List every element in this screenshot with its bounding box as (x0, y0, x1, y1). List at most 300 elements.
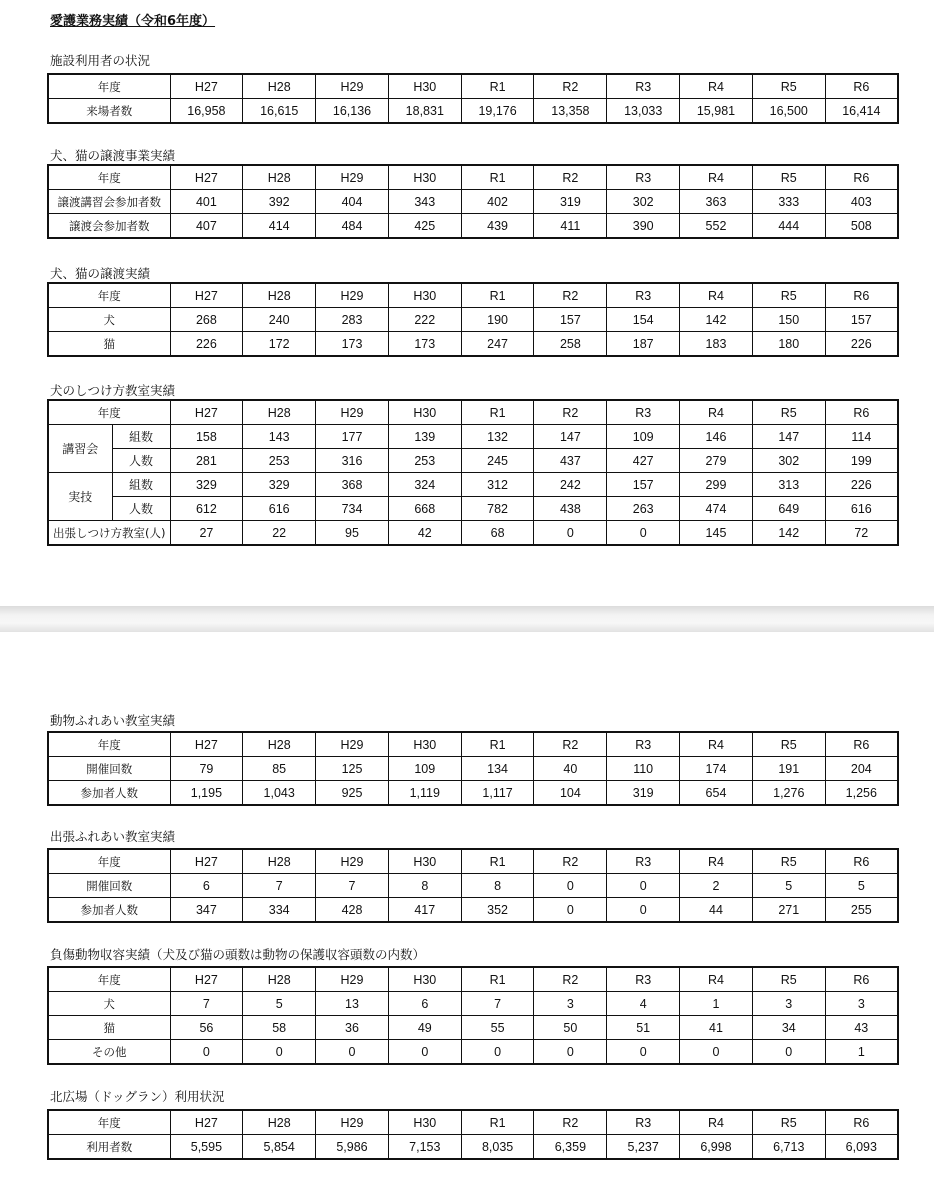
year-header: R6 (825, 400, 898, 425)
row-label: 人数 (112, 449, 170, 473)
value-cell: 6,713 (752, 1135, 825, 1160)
value-cell: 1 (680, 992, 753, 1016)
value-cell: 334 (243, 898, 316, 923)
value-cell: 50 (534, 1016, 607, 1040)
value-cell: 139 (388, 425, 461, 449)
value-cell: 263 (607, 497, 680, 521)
value-cell: 242 (534, 473, 607, 497)
value-cell: 19,176 (461, 99, 534, 124)
value-cell: 134 (461, 757, 534, 781)
section-title: 出張ふれあい教室実績 (50, 829, 176, 844)
year-header-label: 年度 (48, 732, 170, 757)
year-header: H28 (243, 1110, 316, 1135)
value-cell: 226 (825, 473, 898, 497)
data-table (47, 848, 899, 923)
value-cell: 5,237 (607, 1135, 680, 1160)
value-cell: 1,119 (388, 781, 461, 806)
row-label: 猫 (48, 332, 170, 357)
row-label: 譲渡会参加者数 (48, 214, 170, 239)
value-cell: 132 (461, 425, 534, 449)
table-header-row (48, 732, 898, 757)
year-header: H30 (388, 400, 461, 425)
table-header-row (48, 400, 898, 425)
value-cell: 7 (316, 874, 389, 898)
section-title: 犬のしつけ方教室実績 (50, 383, 176, 398)
value-cell: 407 (170, 214, 243, 239)
value-cell: 439 (461, 214, 534, 239)
value-cell: 5 (825, 874, 898, 898)
table-header-row (48, 165, 898, 190)
value-cell: 352 (461, 898, 534, 923)
value-cell: 40 (534, 757, 607, 781)
value-cell: 0 (461, 1040, 534, 1065)
value-cell: 649 (752, 497, 825, 521)
value-cell: 147 (534, 425, 607, 449)
value-cell: 49 (388, 1016, 461, 1040)
value-cell: 183 (680, 332, 753, 357)
year-header: H27 (170, 165, 243, 190)
table-row (48, 190, 898, 214)
value-cell: 2 (680, 874, 753, 898)
value-cell: 222 (388, 308, 461, 332)
value-cell: 110 (607, 757, 680, 781)
value-cell: 6 (388, 992, 461, 1016)
value-cell: 363 (680, 190, 753, 214)
value-cell: 401 (170, 190, 243, 214)
row-label: 出張しつけ方教室(人) (48, 521, 170, 546)
year-header: R3 (607, 165, 680, 190)
year-header: R4 (680, 1110, 753, 1135)
value-cell: 199 (825, 449, 898, 473)
value-cell: 1,117 (461, 781, 534, 806)
value-cell: 414 (243, 214, 316, 239)
year-header: R4 (680, 400, 753, 425)
value-cell: 154 (607, 308, 680, 332)
value-cell: 142 (680, 308, 753, 332)
value-cell: 734 (316, 497, 389, 521)
row-label: その他 (48, 1040, 170, 1065)
year-header-label: 年度 (48, 967, 170, 992)
value-cell: 204 (825, 757, 898, 781)
value-cell: 109 (388, 757, 461, 781)
value-cell: 15,981 (680, 99, 753, 124)
value-cell: 253 (243, 449, 316, 473)
year-header: H27 (170, 967, 243, 992)
year-header: R5 (752, 967, 825, 992)
year-header: H27 (170, 732, 243, 757)
year-header-label: 年度 (48, 165, 170, 190)
year-header: H29 (316, 400, 389, 425)
value-cell: 612 (170, 497, 243, 521)
year-header: R3 (607, 400, 680, 425)
year-header: R1 (461, 732, 534, 757)
year-header: H29 (316, 967, 389, 992)
group-label: 講習会 (48, 425, 112, 473)
year-header: R1 (461, 967, 534, 992)
value-cell: 173 (316, 332, 389, 357)
row-label: 猫 (48, 1016, 170, 1040)
year-header: H30 (388, 849, 461, 874)
value-cell: 425 (388, 214, 461, 239)
year-header: R6 (825, 849, 898, 874)
value-cell: 0 (534, 521, 607, 546)
year-header: R6 (825, 732, 898, 757)
table-row (48, 898, 898, 923)
value-cell: 172 (243, 332, 316, 357)
table-row (48, 1016, 898, 1040)
section-title: 犬、猫の譲渡実績 (50, 266, 151, 281)
value-cell: 0 (607, 874, 680, 898)
year-header: R3 (607, 849, 680, 874)
value-cell: 319 (607, 781, 680, 806)
year-header: H28 (243, 165, 316, 190)
table-header-row (48, 967, 898, 992)
value-cell: 255 (825, 898, 898, 923)
year-header: H27 (170, 74, 243, 99)
value-cell: 411 (534, 214, 607, 239)
value-cell: 0 (607, 898, 680, 923)
year-header: R5 (752, 165, 825, 190)
value-cell: 13,033 (607, 99, 680, 124)
value-cell: 79 (170, 757, 243, 781)
value-cell: 0 (534, 898, 607, 923)
year-header: H30 (388, 74, 461, 99)
value-cell: 150 (752, 308, 825, 332)
value-cell: 3 (825, 992, 898, 1016)
year-header: H28 (243, 967, 316, 992)
year-header: R5 (752, 849, 825, 874)
year-header-label: 年度 (48, 1110, 170, 1135)
year-header: R3 (607, 732, 680, 757)
section-title: 動物ふれあい教室実績 (50, 713, 176, 728)
value-cell: 403 (825, 190, 898, 214)
value-cell: 1 (825, 1040, 898, 1065)
table-row (48, 214, 898, 239)
value-cell: 268 (170, 308, 243, 332)
year-header: R4 (680, 849, 753, 874)
value-cell: 34 (752, 1016, 825, 1040)
table-row (48, 521, 898, 546)
year-header: R4 (680, 732, 753, 757)
table-row (48, 449, 898, 473)
value-cell: 145 (680, 521, 753, 546)
year-header: H28 (243, 74, 316, 99)
value-cell: 444 (752, 214, 825, 239)
value-cell: 925 (316, 781, 389, 806)
value-cell: 44 (680, 898, 753, 923)
group-label: 実技 (48, 473, 112, 521)
value-cell: 474 (680, 497, 753, 521)
value-cell: 427 (607, 449, 680, 473)
value-cell: 258 (534, 332, 607, 357)
value-cell: 6,359 (534, 1135, 607, 1160)
year-header: R5 (752, 74, 825, 99)
value-cell: 271 (752, 898, 825, 923)
value-cell: 16,136 (316, 99, 389, 124)
year-header: H27 (170, 1110, 243, 1135)
value-cell: 329 (243, 473, 316, 497)
value-cell: 782 (461, 497, 534, 521)
data-table (47, 1109, 899, 1160)
value-cell: 16,414 (825, 99, 898, 124)
table-row (48, 473, 898, 497)
year-header: R3 (607, 74, 680, 99)
year-header-label: 年度 (48, 849, 170, 874)
value-cell: 226 (170, 332, 243, 357)
value-cell: 5 (752, 874, 825, 898)
value-cell: 7 (170, 992, 243, 1016)
value-cell: 484 (316, 214, 389, 239)
value-cell: 1,276 (752, 781, 825, 806)
value-cell: 428 (316, 898, 389, 923)
value-cell: 8 (461, 874, 534, 898)
year-header: H27 (170, 400, 243, 425)
table-row (48, 425, 898, 449)
table-row (48, 497, 898, 521)
value-cell: 0 (534, 1040, 607, 1065)
value-cell: 146 (680, 425, 753, 449)
year-header-label: 年度 (48, 400, 170, 425)
table-header-row (48, 74, 898, 99)
value-cell: 8,035 (461, 1135, 534, 1160)
year-header: R1 (461, 1110, 534, 1135)
value-cell: 0 (680, 1040, 753, 1065)
year-header: R2 (534, 74, 607, 99)
value-cell: 157 (534, 308, 607, 332)
value-cell: 157 (825, 308, 898, 332)
value-cell: 279 (680, 449, 753, 473)
table-row (48, 781, 898, 806)
value-cell: 616 (243, 497, 316, 521)
year-header: R2 (534, 732, 607, 757)
value-cell: 42 (388, 521, 461, 546)
value-cell: 438 (534, 497, 607, 521)
value-cell: 437 (534, 449, 607, 473)
value-cell: 8 (388, 874, 461, 898)
value-cell: 302 (752, 449, 825, 473)
year-header: R4 (680, 967, 753, 992)
row-label: 犬 (48, 308, 170, 332)
value-cell: 1,256 (825, 781, 898, 806)
year-header: R2 (534, 165, 607, 190)
year-header: R3 (607, 967, 680, 992)
row-label: 犬 (48, 992, 170, 1016)
year-header: R5 (752, 400, 825, 425)
row-label: 来場者数 (48, 99, 170, 124)
table-row (48, 308, 898, 332)
year-header: R6 (825, 165, 898, 190)
value-cell: 142 (752, 521, 825, 546)
row-label: 利用者数 (48, 1135, 170, 1160)
value-cell: 390 (607, 214, 680, 239)
value-cell: 343 (388, 190, 461, 214)
row-label: 譲渡講習会参加者数 (48, 190, 170, 214)
value-cell: 109 (607, 425, 680, 449)
value-cell: 187 (607, 332, 680, 357)
year-header: H29 (316, 165, 389, 190)
value-cell: 616 (825, 497, 898, 521)
value-cell: 247 (461, 332, 534, 357)
value-cell: 1,043 (243, 781, 316, 806)
table-header-row (48, 1110, 898, 1135)
value-cell: 226 (825, 332, 898, 357)
value-cell: 402 (461, 190, 534, 214)
year-header: R6 (825, 967, 898, 992)
table-row (48, 99, 898, 124)
year-header: H29 (316, 849, 389, 874)
section-title: 犬、猫の譲渡事業実績 (50, 148, 176, 163)
year-header: R2 (534, 967, 607, 992)
value-cell: 13,358 (534, 99, 607, 124)
year-header: R6 (825, 74, 898, 99)
year-header: R2 (534, 283, 607, 308)
year-header: R1 (461, 74, 534, 99)
value-cell: 22 (243, 521, 316, 546)
value-cell: 283 (316, 308, 389, 332)
year-header: H28 (243, 732, 316, 757)
value-cell: 18,831 (388, 99, 461, 124)
year-header: R1 (461, 283, 534, 308)
year-header: H30 (388, 967, 461, 992)
value-cell: 324 (388, 473, 461, 497)
value-cell: 41 (680, 1016, 753, 1040)
table-row (48, 757, 898, 781)
value-cell: 1,195 (170, 781, 243, 806)
year-header: R3 (607, 283, 680, 308)
value-cell: 56 (170, 1016, 243, 1040)
value-cell: 302 (607, 190, 680, 214)
value-cell: 5,986 (316, 1135, 389, 1160)
year-header: H30 (388, 165, 461, 190)
value-cell: 312 (461, 473, 534, 497)
table-row (48, 1135, 898, 1160)
value-cell: 104 (534, 781, 607, 806)
value-cell: 0 (388, 1040, 461, 1065)
value-cell: 6 (170, 874, 243, 898)
value-cell: 72 (825, 521, 898, 546)
value-cell: 313 (752, 473, 825, 497)
value-cell: 173 (388, 332, 461, 357)
table-header-row (48, 849, 898, 874)
value-cell: 177 (316, 425, 389, 449)
value-cell: 43 (825, 1016, 898, 1040)
value-cell: 157 (607, 473, 680, 497)
document-title: 愛護業務実績（令和6年度） (50, 14, 216, 29)
year-header: R5 (752, 732, 825, 757)
year-header: R5 (752, 1110, 825, 1135)
data-table (47, 731, 899, 806)
value-cell: 147 (752, 425, 825, 449)
table-row (48, 992, 898, 1016)
value-cell: 95 (316, 521, 389, 546)
data-table (47, 73, 899, 124)
row-label: 開催回数 (48, 874, 170, 898)
value-cell: 0 (170, 1040, 243, 1065)
value-cell: 55 (461, 1016, 534, 1040)
value-cell: 190 (461, 308, 534, 332)
year-header: H29 (316, 283, 389, 308)
value-cell: 114 (825, 425, 898, 449)
year-header: H29 (316, 732, 389, 757)
value-cell: 13 (316, 992, 389, 1016)
value-cell: 0 (752, 1040, 825, 1065)
section-title: 負傷動物収容実績（犬及び猫の頭数は動物の保護収容頭数の内数） (50, 947, 426, 962)
value-cell: 347 (170, 898, 243, 923)
row-label: 人数 (112, 497, 170, 521)
row-label: 開催回数 (48, 757, 170, 781)
year-header: R5 (752, 283, 825, 308)
value-cell: 0 (534, 874, 607, 898)
data-table (47, 399, 899, 546)
value-cell: 158 (170, 425, 243, 449)
row-label: 参加者人数 (48, 781, 170, 806)
value-cell: 6,998 (680, 1135, 753, 1160)
row-label: 組数 (112, 425, 170, 449)
value-cell: 0 (607, 1040, 680, 1065)
value-cell: 4 (607, 992, 680, 1016)
value-cell: 392 (243, 190, 316, 214)
value-cell: 316 (316, 449, 389, 473)
value-cell: 5 (243, 992, 316, 1016)
value-cell: 654 (680, 781, 753, 806)
value-cell: 16,615 (243, 99, 316, 124)
table-row (48, 1040, 898, 1065)
year-header: R1 (461, 165, 534, 190)
value-cell: 319 (534, 190, 607, 214)
page-separator (0, 606, 934, 632)
value-cell: 16,958 (170, 99, 243, 124)
value-cell: 333 (752, 190, 825, 214)
value-cell: 240 (243, 308, 316, 332)
data-table (47, 282, 899, 357)
value-cell: 329 (170, 473, 243, 497)
value-cell: 7,153 (388, 1135, 461, 1160)
value-cell: 6,093 (825, 1135, 898, 1160)
value-cell: 143 (243, 425, 316, 449)
table-header-row (48, 283, 898, 308)
value-cell: 299 (680, 473, 753, 497)
year-header: H30 (388, 1110, 461, 1135)
value-cell: 7 (243, 874, 316, 898)
year-header: R6 (825, 283, 898, 308)
value-cell: 36 (316, 1016, 389, 1040)
value-cell: 7 (461, 992, 534, 1016)
year-header: R4 (680, 74, 753, 99)
section-title: 北広場（ドッグラン）利用状況 (50, 1089, 225, 1104)
row-label: 参加者人数 (48, 898, 170, 923)
year-header: R2 (534, 849, 607, 874)
value-cell: 180 (752, 332, 825, 357)
year-header: H27 (170, 283, 243, 308)
row-label: 組数 (112, 473, 170, 497)
value-cell: 508 (825, 214, 898, 239)
year-header-label: 年度 (48, 283, 170, 308)
value-cell: 5,854 (243, 1135, 316, 1160)
value-cell: 245 (461, 449, 534, 473)
value-cell: 253 (388, 449, 461, 473)
value-cell: 68 (461, 521, 534, 546)
year-header: H30 (388, 732, 461, 757)
year-header: R1 (461, 400, 534, 425)
section-title: 施設利用者の状況 (50, 53, 151, 68)
value-cell: 51 (607, 1016, 680, 1040)
value-cell: 174 (680, 757, 753, 781)
value-cell: 0 (316, 1040, 389, 1065)
table-row (48, 332, 898, 357)
year-header: R4 (680, 283, 753, 308)
value-cell: 404 (316, 190, 389, 214)
value-cell: 16,500 (752, 99, 825, 124)
